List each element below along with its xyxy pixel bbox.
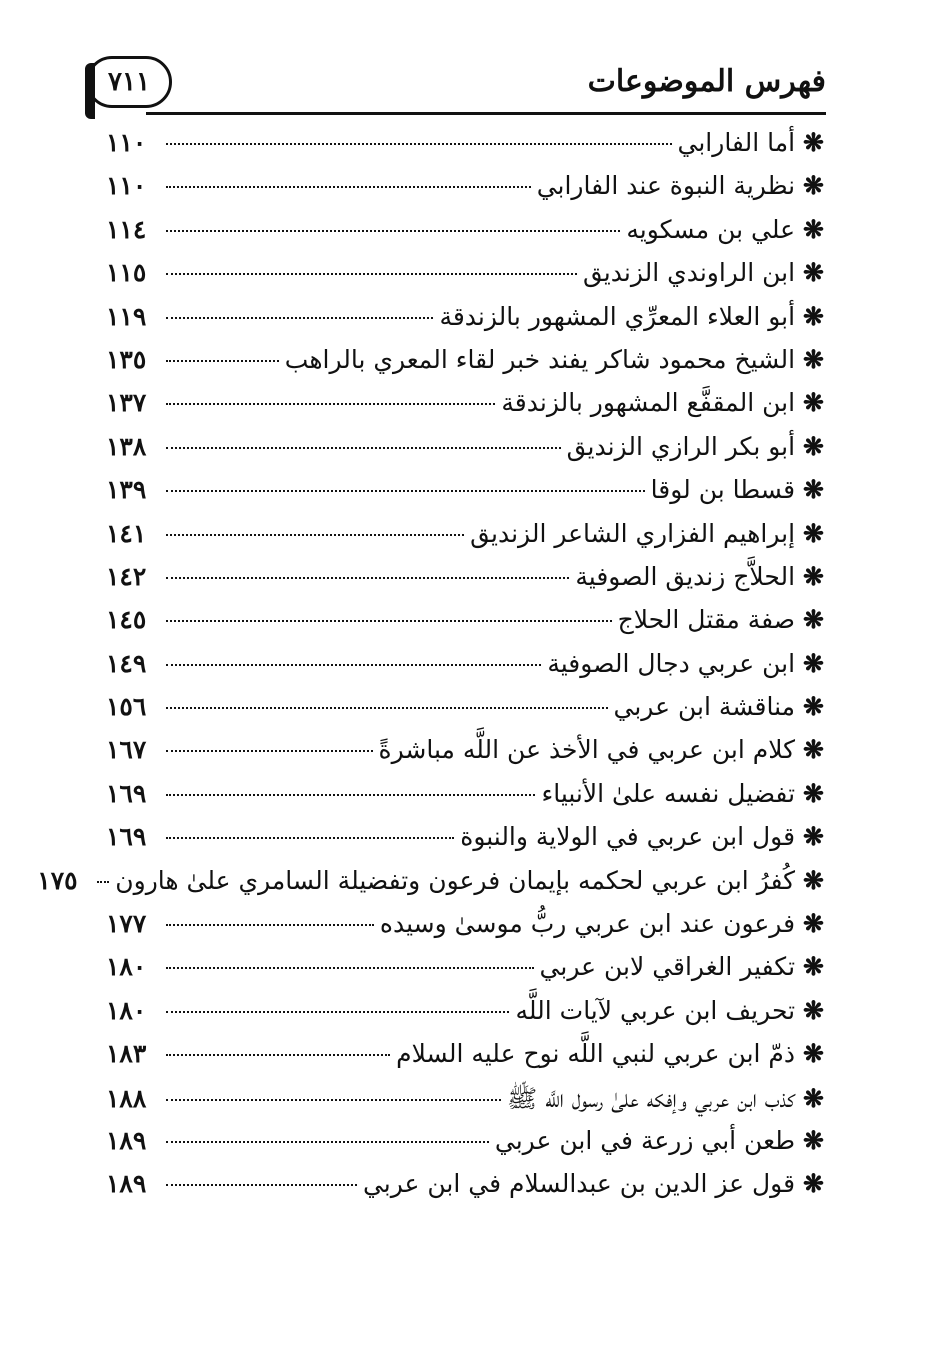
toc-entry-page: ١٣٥ [106,344,147,374]
toc-entry [106,432,824,475]
bullet-star-icon: ❋ [803,171,824,201]
toc-entry-title: كذب ابن عربي وإفكه علىٰ رسول اللَّه ﷺ [506,1083,796,1113]
bullet-star-icon: ❋ [803,909,824,939]
bullet-star-icon: ❋ [803,258,824,288]
bullet-star-icon: ❋ [803,301,824,331]
toc-entry-page: ١٣٩ [106,475,147,505]
toc-entry-title: تفضيل نفسه علىٰ الأنبياء [541,778,796,808]
dot-leader [166,664,541,666]
bullet-star-icon: ❋ [803,214,824,244]
toc-entry [106,822,824,865]
dot-leader [166,1054,390,1056]
page-number-badge [86,56,172,108]
toc-entry-page: ١٤٩ [106,648,147,678]
dot-leader [166,794,535,796]
toc-entry-title: ابن عربي دجال الصوفية [547,648,796,678]
toc-entry [106,475,824,518]
toc-entry-title: تكفير الغراقي لابن عربي [539,952,796,982]
dot-leader [166,447,561,449]
bullet-star-icon: ❋ [803,995,824,1025]
bullet-star-icon: ❋ [803,952,824,982]
toc-entry-title: ذمّ ابن عربي لنبي اللَّه نوح عليه السلام [396,1039,796,1069]
bullet-star-icon: ❋ [803,388,824,418]
toc-entry [106,128,824,171]
bullet-star-icon: ❋ [803,1039,824,1069]
dot-leader [166,750,373,752]
toc-entry [106,735,824,778]
toc-entry-page: ١٤٢ [106,561,147,591]
toc-entry [106,215,824,258]
dot-leader [166,577,569,579]
toc-entry [106,996,824,1039]
toc-entry-page: ١٤١ [106,518,147,548]
toc-entry-page: ١١٩ [106,301,147,331]
toc-entry-page: ١٧٥ [37,865,78,895]
toc-entry-page: ١١٥ [106,258,147,288]
toc-entry-title: قول عز الدين بن عبدالسلام في ابن عربي [362,1169,796,1199]
dot-leader [166,620,612,622]
running-title: فهرس الموضوعات [587,64,826,99]
dot-leader [166,490,645,492]
toc-entry-title: طعن أبي زرعة في ابن عربي [494,1125,796,1155]
toc-entry-page: ١٨٠ [106,995,147,1025]
toc-entry-title: نظرية النبوة عند الفارابي [536,171,796,201]
toc-entry-page: ١٨٩ [106,1125,147,1155]
toc-entry [106,562,824,605]
page-number-badge-tab [85,63,95,119]
dot-leader [166,360,279,362]
toc-entry [106,1039,824,1082]
toc-entry-title: علي بن مسكويه [626,214,796,244]
page-number: ٧١١ [108,67,150,97]
bullet-star-icon: ❋ [803,865,824,895]
toc-entry-page: ١٨٣ [106,1039,147,1069]
toc-entry-title: فرعون عند ابن عربي ربُّ موسىٰ وسيده [379,909,796,939]
toc-entry-page: ١١٠ [106,171,147,201]
dot-leader [166,837,454,839]
toc-entry [106,258,824,301]
header-rule [146,112,826,115]
bullet-star-icon: ❋ [803,1125,824,1155]
toc-entry-title: كلام ابن عربي في الأخذ عن اللَّه مباشرةً [378,735,796,765]
dot-leader [166,924,374,926]
toc-entry [106,1126,824,1169]
toc-entry-page: ١٤٥ [106,605,147,635]
dot-leader [166,1184,357,1186]
toc-entry [106,952,824,995]
bullet-star-icon: ❋ [803,1169,824,1199]
toc-entry-page: ١٣٨ [106,431,147,461]
toc-entry-title: أبو العلاء المعرِّي المشهور بالزندقة [439,301,796,331]
toc-entry-title: تحريف ابن عربي لآيات اللَّه [515,995,796,1025]
toc-entry-title: مناقشة ابن عربي [613,692,796,722]
toc-entry-page: ١٣٧ [106,388,147,418]
bullet-star-icon: ❋ [803,822,824,852]
bullet-star-icon: ❋ [803,735,824,765]
dot-leader [166,273,577,275]
bullet-star-icon: ❋ [803,1083,824,1113]
page-header [86,50,826,128]
toc-entry [106,519,824,562]
dot-leader [166,230,620,232]
toc-entry [106,605,824,648]
toc-entry-title: إبراهيم الفزاري الشاعر الزنديق [470,518,796,548]
toc-entry-page: ١١٠ [106,128,147,157]
toc-entry [106,1083,824,1126]
toc-entry-title: الحلاَّج زنديق الصوفية [575,561,796,591]
dot-leader [166,143,672,145]
dot-leader [166,186,531,188]
toc-entry [106,649,824,692]
bullet-star-icon: ❋ [803,561,824,591]
toc-entry [106,345,824,388]
dot-leader [166,1011,509,1013]
bullet-star-icon: ❋ [803,778,824,808]
table-of-contents [37,128,824,1213]
toc-entry-title: قول ابن عربي في الولاية والنبوة [460,822,796,852]
toc-entry-page: ١٨٨ [106,1083,147,1113]
toc-entry [106,779,824,822]
bullet-star-icon: ❋ [803,128,824,157]
toc-entry-title: الشيخ محمود شاكر يفند خبر لقاء المعري بالراهب [284,344,796,374]
dot-leader [166,1141,489,1143]
toc-entry [37,865,824,909]
toc-entry-title: قسطا بن لوقا [650,475,796,505]
toc-entry [106,171,824,214]
toc-entry-page: ١٦٩ [106,778,147,808]
bullet-star-icon: ❋ [803,605,824,635]
toc-entry-title: كُفرُ ابن عربي لحكمه بإيمان فرعون وتفضيلة السامري علىٰ هارون [115,865,796,895]
dot-leader [166,403,495,405]
toc-entry [106,388,824,431]
bullet-star-icon: ❋ [803,475,824,505]
bullet-star-icon: ❋ [803,648,824,678]
toc-entry [106,909,824,952]
toc-entry-page: ١٨٩ [106,1169,147,1199]
toc-entry-page: ١٥٦ [106,692,147,722]
bullet-star-icon: ❋ [803,344,824,374]
toc-entry-page: ١٦٩ [106,822,147,852]
dot-leader [166,317,433,319]
dot-leader [166,707,608,709]
toc-entry-title: صفة مقتل الحلاج [617,605,796,635]
toc-entry [106,1169,824,1212]
dot-leader [97,881,109,883]
bullet-star-icon: ❋ [803,431,824,461]
toc-entry-page: ١٦٧ [106,735,147,765]
dot-leader [166,1099,501,1101]
toc-entry-page: ١٨٠ [106,952,147,982]
toc-entry-title: أما الفارابي [677,128,796,157]
dot-leader [166,534,464,536]
toc-entry-page: ١٧٧ [106,909,147,939]
toc-entry-title: ابن الراوندي الزنديق [582,258,796,288]
toc-entry-title: ابن المقفَّع المشهور بالزندقة [501,388,796,418]
toc-entry [106,692,824,735]
dot-leader [166,967,534,969]
bullet-star-icon: ❋ [803,518,824,548]
toc-entry-page: ١١٤ [106,214,147,244]
bullet-star-icon: ❋ [803,692,824,722]
toc-entry [106,302,824,345]
toc-entry-title: أبو بكر الرازي الزنديق [566,431,796,461]
